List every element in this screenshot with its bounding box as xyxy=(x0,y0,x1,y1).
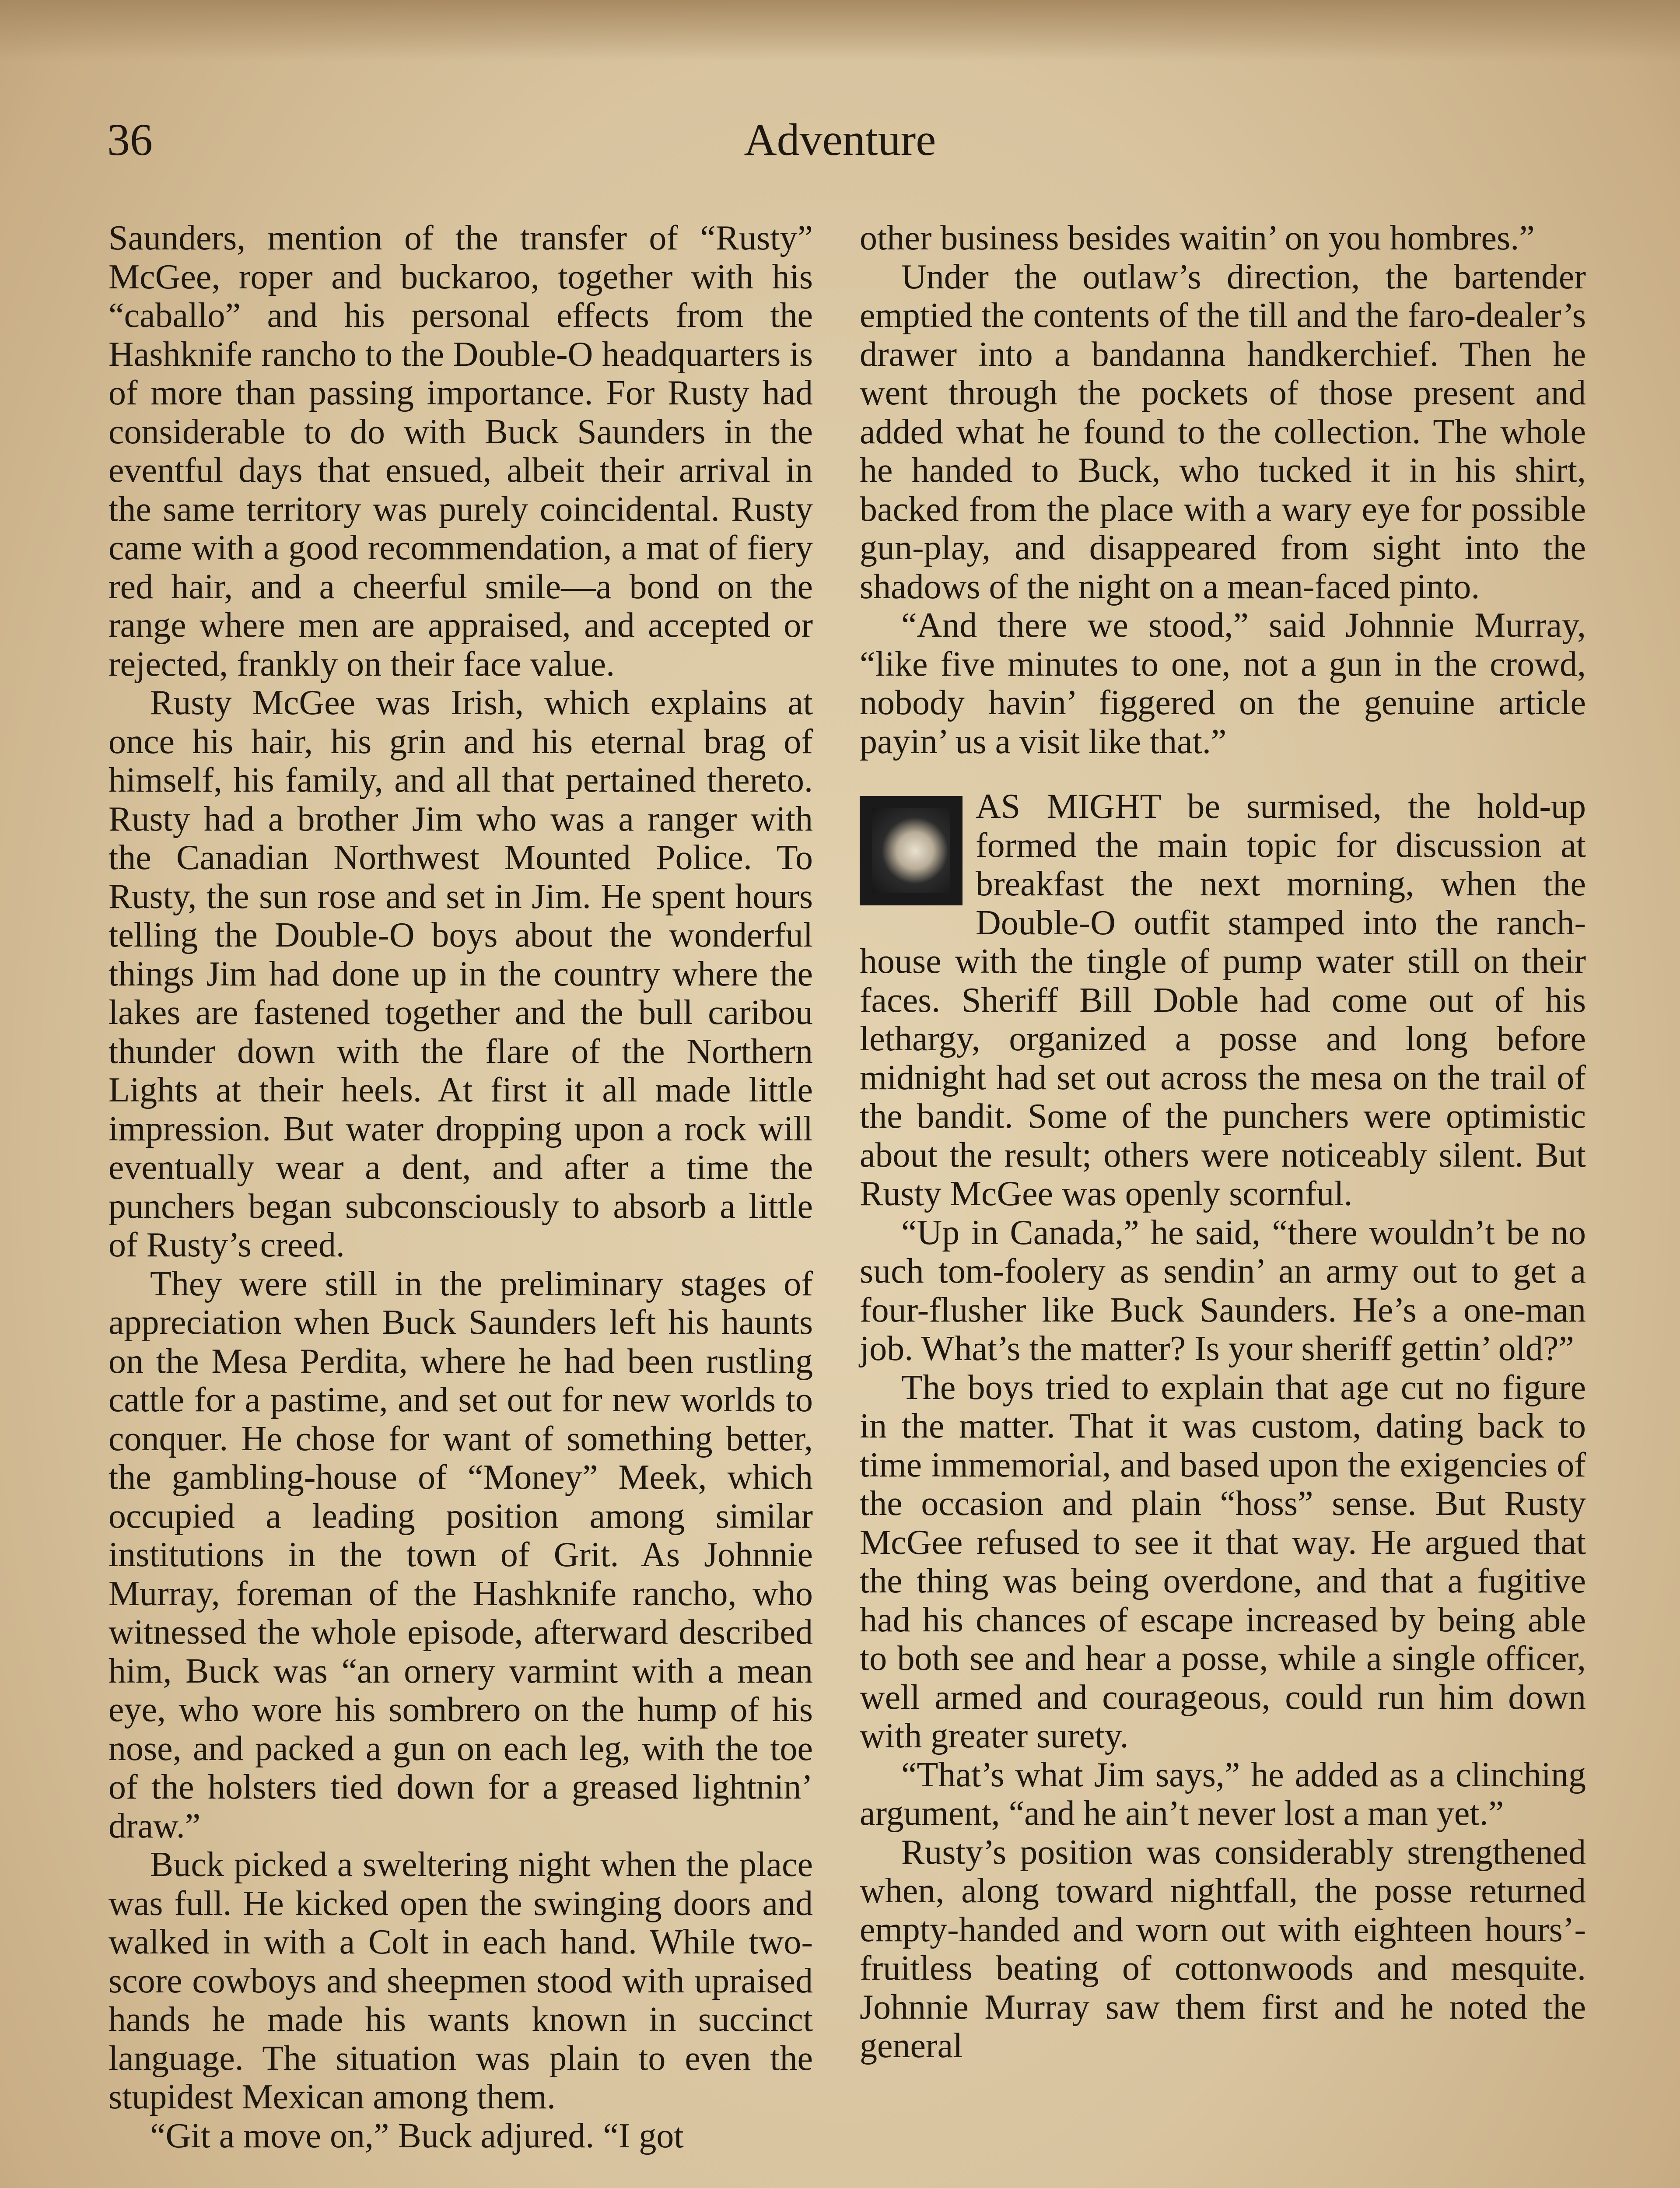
paragraph: “Up in Canada,” he said, “there wouldn’t be no such tom-foolery as sendin’ an army out to get a four-flusher like Buck Saunders. He’s a one-man job. What’s the matter? Is your sheriff gettin’ old?” xyxy=(860,1213,1586,1368)
paragraph: They were still in the preliminary stages of appreciation when Buck Saunders left his haunts on the Mesa Perdita, where he had been rustling cattle for a pastime, and set out for new worlds to conquer. He chose for want of something better, the gambling-house of “Money” Meek, which occupied a leading position among similar institutions in the town of Grit. As Johnnie Murray, foreman of the Hashknife rancho, who witnessed the whole episode, afterward described him, Buck was “an ornery varmint with a mean eye, who wore his sombrero on the hump of his nose, and packed a gun on each leg, with the toe of the holsters tied down for a greased lightnin’ draw.” xyxy=(108,1264,813,1845)
paragraph: “Git a move on,” Buck adjured. “I got xyxy=(150,2116,684,2155)
paragraph: Rusty McGee was Irish, which explains at once his hair, his grin and his eternal brag of himself, his family, and all that pertained thereto. Rusty had a brother Jim who was a ranger with the Canadian Northwest Mounted Police. To Rusty, the sun rose and set in Jim. He spent hours telling the Double-O boys about the wonderful things Jim had done up in the country where the lakes are fastened together and the bull caribou thunder down with the flare of the Northern Lights at their heels. At first it all made little impression. But water dropping upon a rock will eventually wear a dent, and after a time the punchers began subconsciously to absorb a little of Rusty’s creed. xyxy=(108,684,813,1264)
page-number: 36 xyxy=(107,115,153,165)
section-break xyxy=(860,761,1586,787)
right-column xyxy=(860,219,1586,2065)
rider-illustration-icon xyxy=(860,796,962,905)
paragraph: AS MIGHT be surmised, the hold-up formed the main topic for discussion at breakfast the next morning, when the Double-O outfit stamped into the ranch-house with the tingle of pump water still on their faces. Sheriff Bill Doble had come out of his lethargy, organized a posse and long before midnight had set out across the mesa on the trail of the bandit. Some of the punchers were optimistic about the result; others were noticeably silent. But Rusty McGee was openly scornful. xyxy=(860,787,1586,1213)
paragraph: Rusty’s position was considerably strengthened when, along toward nightfall, the posse returned empty-handed and worn out with eighteen hours’-fruitless beating of cottonwoods and mesquite. Johnnie Murray saw them first and he noted the general xyxy=(860,1833,1586,2065)
paragraph: other business besides waitin’ on you hombres.” xyxy=(860,219,1535,257)
running-head-title: Adventure xyxy=(744,115,936,165)
left-column xyxy=(108,219,813,2155)
paragraph: “That’s what Jim says,” he added as a clinching argument, “and he ain’t never lost a man yet.” xyxy=(860,1755,1586,1833)
paragraph: Saunders, mention of the transfer of “Rusty” McGee, roper and buckaroo, together with his “caballo” and his personal effects from the Hashknife rancho to the Double-O headquarters is of more than passing importance. For Rusty had considerable to do with Buck Saunders in the eventful days that ensued, albeit their arrival in the same territory was purely coincidental. Rusty came with a good recommendation, a mat of fiery red hair, and a cheerful smile—a bond on the range where men are appraised, and accepted or rejected, frankly on their face value. xyxy=(108,219,813,684)
paragraph: The boys tried to explain that age cut no figure in the matter. That it was custom, dating back to time immemorial, and based upon the exigencies of the occasion and plain “hoss” sense. But Rusty McGee refused to see it that way. He argued that the thing was being overdone, and that a fugitive had his chances of escape increased by being able to both see and hear a posse, while a single officer, well armed and courageous, could run him down with greater surety. xyxy=(860,1368,1586,1755)
paragraph: Buck picked a sweltering night when the place was full. He kicked open the swinging doors and walked in with a Colt in each hand. While two-score cowboys and sheepmen stood with upraised hands he made his wants known in succinct language. The situation was plain to even the stupidest Mexican among them. xyxy=(108,1845,813,2116)
page-edge-shadow xyxy=(0,0,1680,61)
paragraph: “And there we stood,” said Johnnie Murray, “like five minutes to one, not a gun in the crowd, nobody havin’ figgered on the genuine article payin’ us a visit like that.” xyxy=(860,606,1586,761)
paragraph: Under the outlaw’s direction, the bartender emptied the contents of the till and the faro-dealer’s drawer into a bandanna handkerchief. Then he went through the pockets of those present and added what he found to the collection. The whole he handed to Buck, who tucked it in his shirt, backed from the place with a wary eye for possible gun-play, and disappeared from sight into the shadows of the night on a mean-faced pinto. xyxy=(860,257,1586,606)
